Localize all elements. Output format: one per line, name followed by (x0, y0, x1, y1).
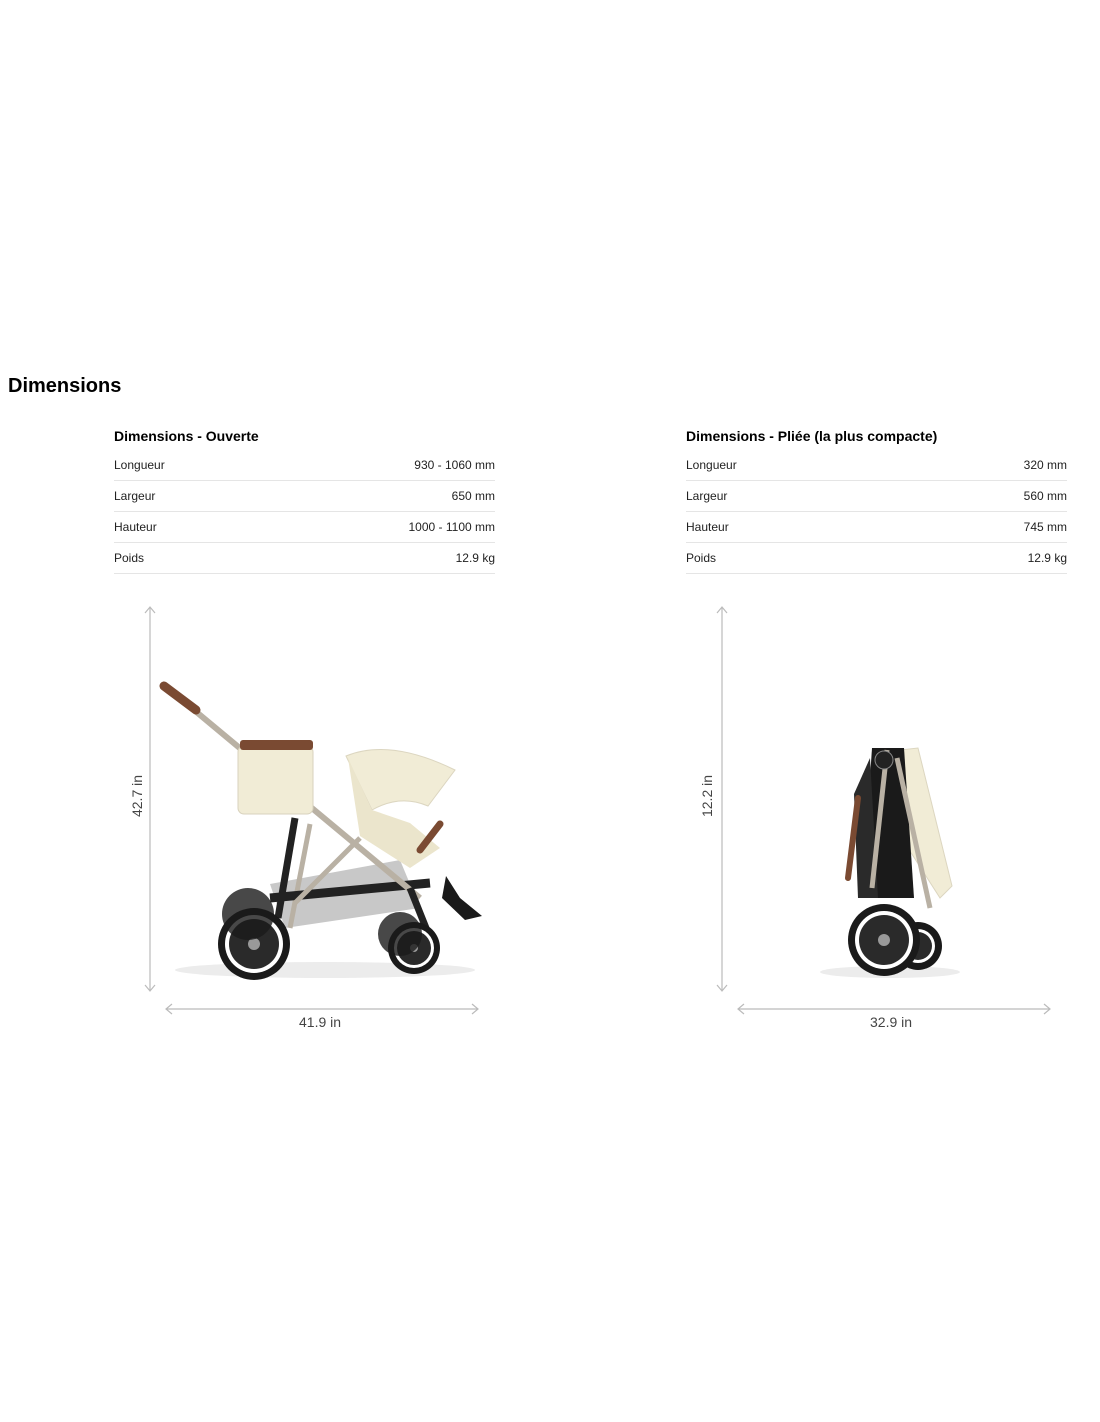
row-value: 1000 - 1100 mm (408, 520, 495, 534)
width-arrow-icon (166, 1004, 478, 1014)
row-label: Hauteur (686, 520, 729, 534)
open-stroller-illustration (110, 598, 550, 1038)
folded-width-label: 32.9 in (870, 1014, 913, 1030)
table-row (686, 481, 1067, 512)
section-title: Dimensions (8, 375, 122, 397)
row-label: Hauteur (114, 520, 157, 534)
row-label: Poids (686, 551, 717, 565)
table-row (114, 481, 495, 512)
table-row (114, 543, 495, 574)
open-stroller-figure (110, 598, 550, 1038)
folded-stroller-illustration (682, 598, 1100, 1038)
table-row (114, 450, 495, 481)
table-row (686, 543, 1067, 574)
open-dimensions-table (114, 426, 495, 574)
row-value: 12.9 kg (1027, 551, 1067, 565)
row-label: Largeur (686, 489, 728, 503)
folded-stroller-figure (682, 598, 1100, 1038)
folded-dimensions-table (686, 426, 1067, 574)
row-value: 320 mm (1023, 458, 1067, 472)
row-value: 745 mm (1023, 520, 1067, 534)
row-label: Longueur (686, 458, 737, 472)
open-height-label: 42.7 in (129, 774, 146, 818)
width-arrow-icon (738, 1004, 1050, 1014)
row-value: 930 - 1060 mm (414, 458, 495, 472)
folded-height-label: 12.2 in (699, 774, 716, 818)
row-value: 650 mm (451, 489, 495, 503)
height-arrow-icon (145, 607, 155, 991)
row-value: 12.9 kg (455, 551, 495, 565)
front-wheel-icon (848, 904, 920, 976)
row-label: Poids (114, 551, 145, 565)
open-width-label: 41.9 in (299, 1014, 342, 1030)
folded-dimensions-title: Dimensions - Pliée (la plus compacte) (686, 428, 938, 444)
open-dimensions-title: Dimensions - Ouverte (114, 428, 259, 444)
row-value: 560 mm (1023, 489, 1067, 503)
row-label: Largeur (114, 489, 156, 503)
table-row (686, 512, 1067, 543)
table-row (686, 450, 1067, 481)
height-arrow-icon (717, 607, 727, 991)
table-row (114, 512, 495, 543)
row-label: Longueur (114, 458, 165, 472)
